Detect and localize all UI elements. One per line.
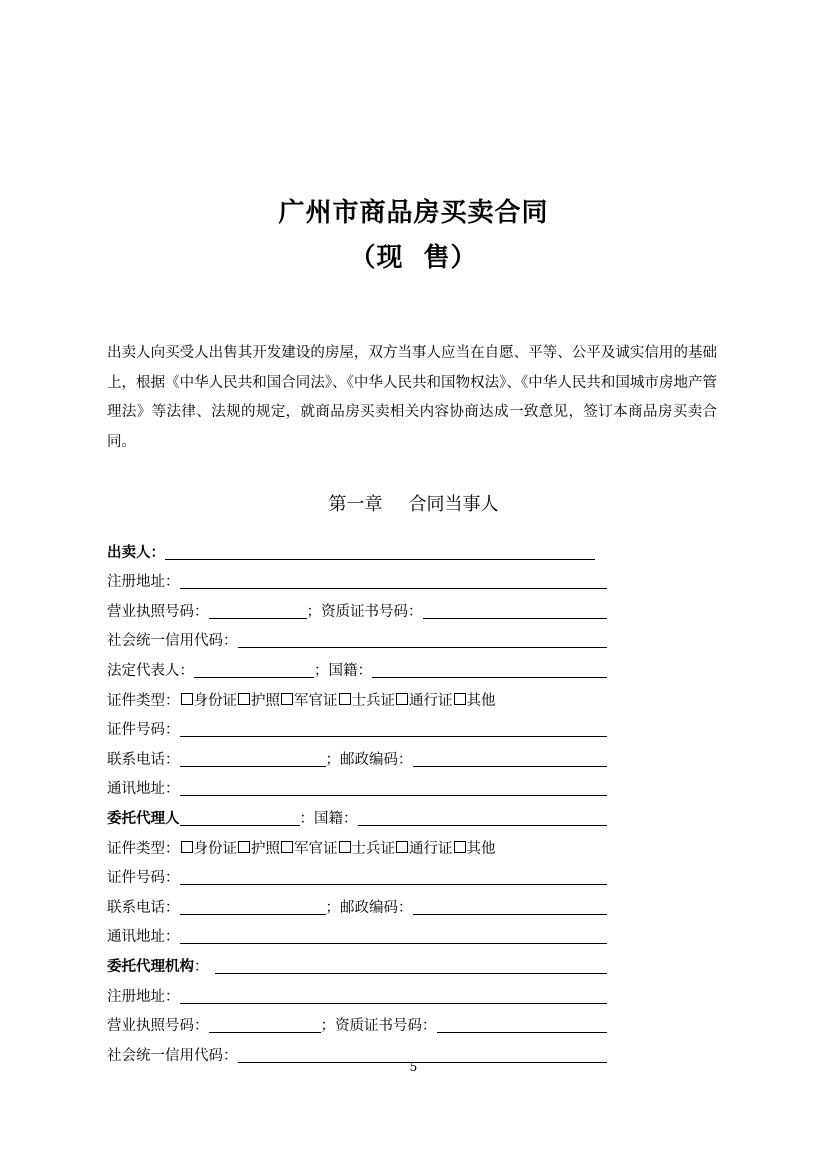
seller-legal-rep-field[interactable] (194, 659, 314, 678)
agency-reg-address-row (107, 980, 607, 1010)
checkbox[interactable] (281, 693, 293, 705)
seller-legal-rep-row (107, 654, 607, 684)
agent-phone-row (107, 891, 607, 921)
seller-row (107, 536, 607, 566)
option-label: 身份证 (193, 692, 237, 709)
id-type-label: 证件类型： (107, 692, 180, 709)
credit-code-label: 社会统一信用代码： (107, 1047, 238, 1064)
checkbox[interactable] (339, 841, 351, 853)
mail-address-label: 通讯地址： (107, 929, 180, 946)
seller-name-field[interactable] (165, 541, 595, 560)
agent-postcode-field[interactable] (413, 896, 608, 915)
seller-postcode-field[interactable] (413, 748, 608, 767)
business-license-label: 营业执照号码： (107, 1018, 209, 1035)
seller-reg-address-field[interactable] (180, 570, 608, 589)
option-label: 军官证 (294, 692, 338, 709)
checkbox[interactable] (181, 693, 193, 705)
checkbox[interactable] (454, 693, 466, 705)
agent-row (107, 802, 607, 832)
option-label: 士兵证 (351, 692, 395, 709)
seller-phone-field[interactable] (180, 748, 326, 767)
reg-address-label: 注册地址： (107, 988, 180, 1005)
seller-id-number-field[interactable] (180, 718, 608, 737)
agent-id-number-row (107, 862, 607, 892)
seller-id-options (180, 689, 496, 714)
option-label: 身份证 (193, 840, 237, 857)
agency-label: 委托代理机构 (107, 958, 194, 975)
qualification-label: ；资质证书号码： (320, 1018, 437, 1035)
agency-license-field[interactable] (209, 1014, 321, 1033)
credit-code-label: 社会统一信用代码： (107, 633, 238, 650)
agency-name-field[interactable] (215, 955, 608, 974)
option-label: 其他 (466, 840, 496, 857)
chapter-number: 第一章 (328, 494, 383, 515)
agent-phone-field[interactable] (180, 896, 326, 915)
agent-mail-row (107, 921, 607, 951)
id-number-label: 证件号码： (107, 870, 180, 887)
seller-label: 出卖人： (107, 544, 165, 561)
seller-license-field[interactable] (209, 600, 307, 619)
reg-address-label: 注册地址： (107, 574, 180, 591)
id-number-label: 证件号码： (107, 722, 180, 739)
intro-paragraph: 出卖人向买受人出售其开发建设的房屋，双方当事人应当在自愿、平等、公平及诚实信用的基础上，根据《中华人民共和国合同法》、《中华人民共和国物权法》、《中华人民共和国城市房地产管理法》等法律、法规的规定，就商品房买卖相关内容协商达成一致意见，签订本商品房买卖合同。 (107, 345, 717, 450)
seller-credit-row (107, 625, 607, 655)
checkbox[interactable] (454, 841, 466, 853)
postcode-label: ；邮政编码： (325, 751, 413, 768)
option-label: 护照 (251, 692, 280, 709)
seller-nationality-field[interactable] (372, 659, 607, 678)
business-license-label: 营业执照号码： (107, 603, 209, 620)
id-type-label: 证件类型： (107, 840, 180, 857)
agent-id-type-row (107, 832, 607, 862)
checkbox[interactable] (339, 693, 351, 705)
option-label: 军官证 (294, 840, 338, 857)
contract-title: 广州市商品房买卖合同 (278, 198, 549, 228)
agency-reg-address-field[interactable] (180, 985, 608, 1004)
page-number: 5 (409, 1060, 418, 1074)
nationality-label: ；国籍： (314, 662, 372, 679)
checkbox[interactable] (396, 693, 408, 705)
option-label: 通行证 (409, 840, 453, 857)
seller-qualification-field[interactable] (423, 600, 608, 619)
seller-reg-address-row (107, 566, 607, 596)
seller-mail-address-field[interactable] (180, 777, 608, 796)
agency-license-row (107, 1010, 607, 1040)
option-label: 士兵证 (351, 840, 395, 857)
chapter-heading (0, 490, 827, 516)
option-label: 护照 (251, 840, 280, 857)
seller-id-number-row (107, 714, 607, 744)
seller-id-type-row (107, 684, 607, 714)
agent-id-options (180, 837, 496, 862)
mail-address-label: 通讯地址： (107, 781, 180, 798)
agency-qualification-field[interactable] (437, 1014, 608, 1033)
agent-nationality-label: ：国籍： (299, 810, 358, 827)
chapter-name: 合同当事人 (408, 494, 499, 515)
legal-rep-label: 法定代表人： (107, 662, 194, 679)
agent-mail-address-field[interactable] (180, 925, 608, 944)
checkbox[interactable] (281, 841, 293, 853)
seller-license-row (107, 595, 607, 625)
checkbox[interactable] (238, 693, 250, 705)
agency-row: 委托代理机构 ： (107, 950, 607, 980)
qualification-label: ；资质证书号码： (306, 603, 423, 620)
option-label: 其他 (466, 692, 496, 709)
seller-phone-row (107, 743, 607, 773)
seller-mail-row (107, 773, 607, 803)
agent-name-field[interactable] (180, 807, 300, 826)
phone-label: 联系电话： (107, 899, 180, 916)
contract-subtitle: （现 售） (349, 243, 478, 273)
agent-label: 委托代理人 (107, 810, 180, 827)
agent-nationality-field[interactable] (358, 807, 608, 826)
checkbox[interactable] (238, 841, 250, 853)
phone-label: 联系电话： (107, 751, 180, 768)
option-label: 通行证 (409, 692, 453, 709)
agent-id-number-field[interactable] (180, 866, 608, 885)
seller-credit-code-field[interactable] (238, 629, 608, 648)
checkbox[interactable] (181, 841, 193, 853)
checkbox[interactable] (396, 841, 408, 853)
party-form (107, 536, 607, 1069)
postcode-label: ；邮政编码： (325, 899, 413, 916)
